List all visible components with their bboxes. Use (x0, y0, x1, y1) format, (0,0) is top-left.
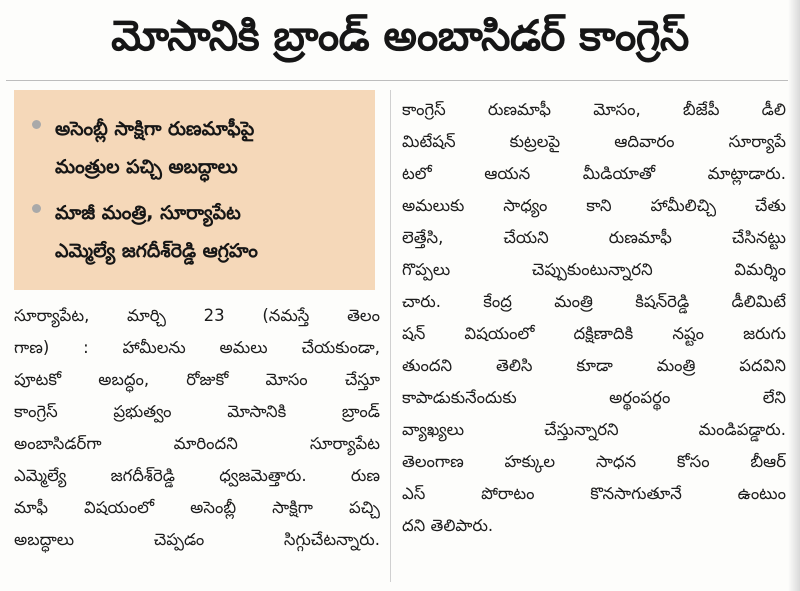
highlight-item (32, 194, 361, 270)
highlight-text (55, 194, 258, 270)
body-line: చారు. కేంద్ర మంత్రి కిషన్‌రెడ్డి డీలిమిటే (402, 292, 786, 311)
body-line: తుందని తెలిసి కూడా మంత్రి పదవిని (402, 356, 786, 375)
body-line: అబద్ధాలు చెప్పడం సిగ్గుచేటన్నారు. (14, 530, 380, 549)
body-line: పూటకో అబద్ధం, రోజుకో మోసం చేస్తూ (14, 370, 380, 389)
body-line: గొప్పలు చెప్పుకుంటున్నారని విమర్శిం (402, 260, 786, 279)
body-line: అమలుకు సాధ్యం కాని హామీలిచ్చి చేతు (402, 196, 786, 215)
body-line: సూర్యాపేట, మార్చి 23 (నమస్తే తెలం (14, 306, 380, 325)
body-line: మాఫీ విషయంలో అసెంబ్లీ సాక్షిగా పచ్చి (14, 498, 380, 517)
body-column-right (402, 94, 786, 542)
highlight-item (32, 110, 361, 186)
highlight-line: ఎమ్మెల్యే జగదీశ్‌రెడ్డి ఆగ్రహం (55, 240, 258, 262)
highlights-box (14, 90, 375, 290)
bullet-icon (32, 120, 41, 129)
body-line: లెత్తేసి, చేయని రుణమాఫీ చేసినట్టు (402, 228, 786, 247)
bullet-icon (32, 204, 41, 213)
headline: మోసానికి బ్రాండ్ అంబాసిడర్ కాంగ్రెస్ (111, 11, 689, 60)
body-line: దని తెలిపారు. (402, 516, 494, 535)
body-line: టలో ఆయన మీడియాతో మాట్లాడారు. (402, 164, 786, 183)
body-line: అంబాసిడర్‌గా మారిందని సూర్యాపేట (14, 434, 380, 453)
highlight-line: అసెంబ్లీ సాక్షిగా రుణమాఫీపై (55, 118, 255, 140)
highlight-line: మంత్రుల పచ్చి అబద్ధాలు (55, 156, 238, 178)
body-line: ఎమ్మెల్యే జగదీశ్‌రెడ్డి ధ్వజమెత్తారు. రుణ (14, 466, 380, 485)
highlight-text (55, 110, 254, 186)
body-line: కాంగ్రెస్ ప్రభుత్వం మోసానికి బ్రాండ్ (14, 402, 380, 421)
body-line: కాంగ్రెస్ రుణమాఫీ మోసం, బీజేపీ డీలి (402, 100, 786, 119)
body-line: కాపాడుకునేందుకు అర్థంపర్థం లేని (402, 388, 786, 407)
body-line: గాణ) : హామీలను అమలు చేయకుండా, (14, 338, 380, 357)
highlight-line: మాజీ మంత్రి, సూర్యాపేట (55, 202, 241, 224)
body-line: ఎస్ పోరాటం కొనసాగుతూనే ఉంటుం (402, 484, 786, 503)
body-line: మిటేషన్ కుట్రలపై ఆదివారం సూర్యాపే (402, 132, 786, 151)
body-column-left (14, 300, 380, 556)
body-line: తెలంగాణ హక్కుల సాధన కోసం బీఆర్ (402, 452, 786, 471)
body-line: వ్యాఖ్యలు చేస్తున్నారని మండిపడ్డారు. (402, 420, 786, 439)
page-edge-shadow (788, 0, 800, 591)
body-line: షన్ విషయంలో దక్షిణాదికి నష్టం జరుగు (402, 324, 786, 343)
column-divider (390, 90, 391, 582)
headline-divider (6, 80, 794, 81)
